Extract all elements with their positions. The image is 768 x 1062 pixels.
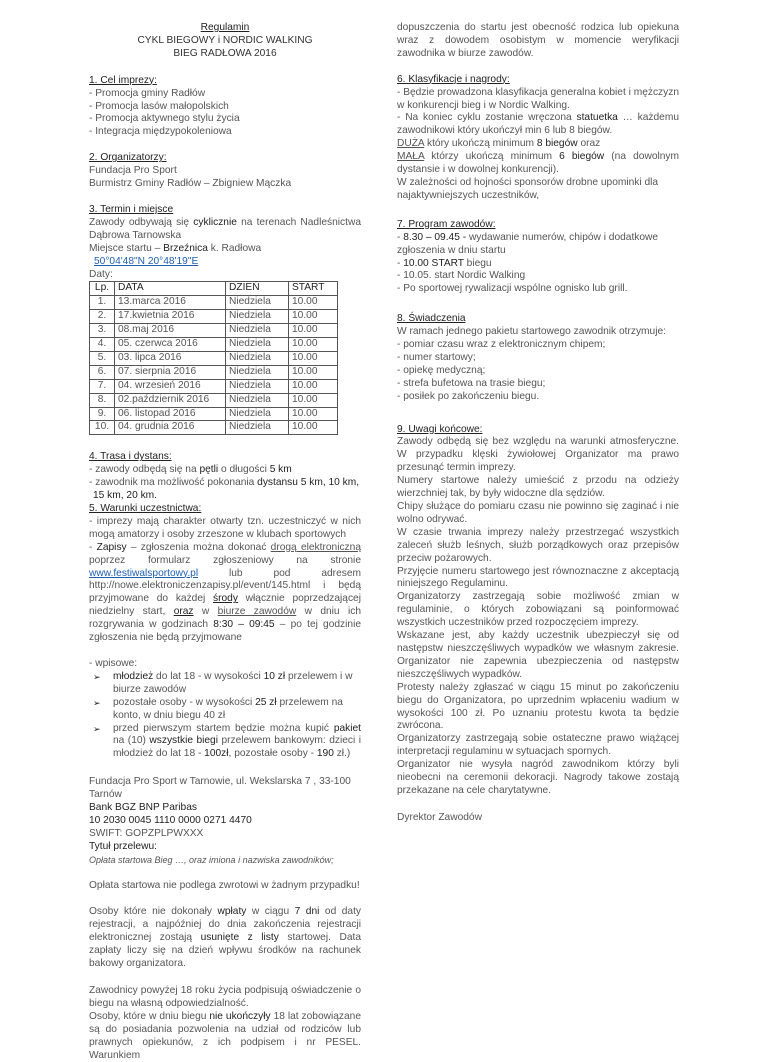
list-item: - Promocja gminy Radłów [89,87,206,99]
table-row [90,338,338,352]
schedule-text: Zawody odbywają się cyklicznie na terenach Nadleśnictwa Dąbrowa Tarnowska [89,216,362,241]
table-row [90,407,338,421]
list-item: - Promocja lasów małopolskich [89,100,229,112]
table-row [90,296,338,310]
table-cell: 07. sierpnia 2016 [115,365,226,379]
list-item: ➢ młodzież do lat 18 - w wysokości 10 zł przelewem i w biurze zawodów [93,670,353,695]
table-row [90,379,338,393]
table-cell: 10.00 [289,324,338,338]
table-cell: Niedziela [226,296,289,310]
account-number: 10 2030 0045 1110 0000 0271 4470 [89,814,252,826]
table-cell: 10.00 [289,379,338,393]
section-classifications: 6. Klasyfikacje i nagrody: - Będzie prowadzona klasyfikacja generalna kobiet i mężczyzn w konkurencji bieg i w Nordic Walking. - Na koniec cyklu zostanie wręczona statuetka … każdemu zawodnikowi który ukończył min 6 lub 8 biegów. DUŻA który ukończą minimum 8 biegów oraz MAŁA którzy ukończą minimum 6 biegów (na dowolnym dystansie i w dowolnej konkurencji). W zależności od hojności sponsorów drobne upominki dla najaktywniejszych uczestników, [397,73,679,201]
table-cell: Niedziela [226,365,289,379]
table-cell: 10.00 [289,296,338,310]
list-item: Fundacja Pro Sport [89,165,177,177]
table-cell: 06. listopad 2016 [115,407,226,421]
table-cell: 10.00 [289,407,338,421]
table-cell: 6. [90,365,115,379]
minor-note: Osoby, które w dniu biegu nie ukończyły 18 lat zobowiązane są do posiadania pozwolenia na udział od rodziców lub prawnych opiekunów, z ich podpisem i nr PESEL. Warunkiem [89,1010,361,1061]
arrow-bullet-icon: ➢ [93,723,101,734]
table-cell: 10.00 [289,351,338,365]
section-title: 5. Warunki uczestnictwa: [89,503,202,514]
header-subtitle: CYKL BIEGOWY i NORDIC WALKING [137,34,313,46]
registration-text: - Zapisy – zgłoszenia można dokonać drogą elektroniczną poprzez formularz zgłoszeniowy na stronie www.festiwalsportowy.pl lub pod adresem http://nowe.elektroniczenzapisy.pl/event/145.html i będą przyjmowane do każdej środy włącznie poprzedzającej niedzielny start, oraz w biurze zawodów w dniu ich rozgrywania w godzinach 8:30 – 09:45 – po tej godzinie zgłoszenia nie będą przyjmowane [89,541,361,644]
header-title: Regulamin [200,22,250,33]
parent-note: dopuszczenia do startu jest obecność rodzica lub opiekuna wraz z dowodem osobistym w momencie weryfikacji zawodnika w biurze zawodów. [397,22,679,59]
section-title: 9. Uwagi końcowe: [397,423,483,435]
left-column [89,22,361,1062]
dates-table [89,281,338,435]
section-organizers [89,152,361,191]
table-cell: 13.marca 2016 [115,296,226,310]
entry-fee: - wpisowe: ➢ młodzież do lat 18 - w wysokości 10 zł przelewem i w biurze zawodów ➢ pozostałe osoby - w wysokości 25 zł przelewem na konto, w dniu biegu 40 zł ➢ przed pierwszym startem będzie można kupić pakiet na (10) wszystkie biegi przelewem bankowym: dzieci i młodzież do lat 18 - 100zł, pozostałe osoby - 190 zł.) [89,657,361,760]
list-item: ➢ przed pierwszym startem będzie można kupić pakiet na (10) wszystkie biegi przelewem bankowym: dzieci i młodzież do lat 18 - 100zł, pozostałe osoby - 190 zł.) [93,722,361,760]
table-cell: 10.00 [289,310,338,324]
section-title: 2. Organizatorzy: [89,152,167,164]
table-cell: 17.kwietnia 2016 [115,310,226,324]
table-header: DZIEŃ [226,282,289,296]
table-cell: 10.00 [289,393,338,407]
table-cell: 10. [90,421,115,435]
table-cell: 7. [90,379,115,393]
table-header: START [289,282,338,296]
table-cell: Niedziela [226,393,289,407]
table-cell: Niedziela [226,351,289,365]
table-cell: 10.00 [289,365,338,379]
table-row [90,324,338,338]
table-header: Lp. [90,282,115,296]
table-cell: Niedziela [226,338,289,352]
section-schedule [89,204,361,435]
table-row [90,310,338,324]
table-header: DATA [115,282,226,296]
table-cell: 04. wrzesień 2016 [115,379,226,393]
table-cell: Niedziela [226,407,289,421]
list-item: - Integracja międzypokoleniowa [89,126,232,138]
table-row [90,421,338,435]
section-conditions: 5. Warunki uczestnictwa: - imprezy mają charakter otwarty tzn. uczestniczyć w nich mogą amatorzy i osoby zrzeszone w klubach sportowych - Zapisy – zgłoszenia można dokonać drogą elektroniczną poprzez formularz zgłoszeniowy na stronie www.festiwalsportowy.pl lub pod adresem http://nowe.elektroniczenzapisy.pl/event/145.html i będą przyjmowane do każdej środy włącznie poprzedzającej niedzielny start, oraz w biurze zawodów w dniu ich rozgrywania w godzinach 8:30 – 09:45 – po tej godzinie zgłoszenia nie będą przyjmowane [89,503,361,644]
table-cell: Niedziela [226,421,289,435]
arrow-bullet-icon: ➢ [93,671,101,682]
coordinates-link[interactable]: 50°04'48"N 20°48'19"E [94,255,199,267]
list-item: ➢ pozostałe osoby - w wysokości 25 zł przelewem na konto, w dniu biegu 40 zł [93,696,343,721]
arrow-bullet-icon: ➢ [93,697,101,708]
section-final-remarks: 9. Uwagi końcowe: Zawody odbędą się bez względu na warunki atmosferyczne. W przypadku klęski żywiołowej Organizator ma prawo przesunąć termin imprezy. Numery startowe należy umieścić z przodu na odzieży wierzchniej tak, by były widoczne dla sędziów. Chipy służące do pomiaru czasu nie powinno się zaginać i nie wolno odrywać. W czasie trwania imprezy należy przestrzegać wszystkich zaleceń służb leśnych, służb porządkowych oraz przepisów przeciw pożarowych. Przyjęcie numeru startowego jest równoznaczne z akceptacją niniejszego Regulaminu. Organizatorzy zastrzegają sobie możliwość zmian w regulaminie, o których zobowiązani są poinformować wszystkich uczestników przed rozpoczęciem imprezy. Wskazane jest, aby każdy uczestnik ubezpieczył się od następstw nieszczęśliwych wypadków we własnym zakresie. Organizator nie zapewnia ubezpieczenia od następstw nieszczęśliwych wypadków. Protesty należy zgłaszać w ciągu 15 minut po zakończeniu biegu do Organizatora, po uprzednim wpłaceniu wadium w wysokości 100 zł. Po uznaniu protestu kwota ta będzie zwrócona. Organizatorzy zastrzegają sobie ostateczne prawo wiążącej interpretacji regulaminu w sytuacjach spornych. Organizator nie wysyła nagród zawodnikom którzy byli nieobecni na ceremonii dekoracji. Nagrody takowe zostają przekazane na cele charytatywne. [397,423,679,796]
section-title: 1. Cel imprezy: [89,74,157,86]
header-event: BIEG RADŁOWA 2016 [173,47,277,59]
table-cell: 05. czerwca 2016 [115,338,226,352]
section-title: 3. Termin i miejsce [89,203,174,215]
table-cell: 3. [90,324,115,338]
section-title: 7. Program zawodów: [397,218,496,230]
table-cell: 8. [90,393,115,407]
table-cell: 5. [90,351,115,365]
section-title: 6. Klasyfikacje i nagrody: [397,73,510,85]
table-cell: 1. [90,296,115,310]
table-row [90,365,338,379]
table-cell: 08.maj 2016 [115,324,226,338]
table-cell: 4. [90,338,115,352]
table-cell: 10.00 [289,338,338,352]
table-cell: 2. [90,310,115,324]
section-goals [89,75,361,140]
dates-label: Daty: [89,268,113,280]
list-item: - Promocja aktywnego stylu życia [89,113,240,125]
section-route: 4. Trasa i dystans: - zawody odbędą się na pętli o długości 5 km - zawodnik ma możliwość pokonania dystansu 5 km, 10 km, 15 km, 20 km. [89,451,360,502]
table-cell: 10.00 [289,421,338,435]
table-cell: 04. grudnia 2016 [115,421,226,435]
table-row [90,393,338,407]
table-row [90,351,338,365]
table-cell: 03. lipca 2016 [115,351,226,365]
start-place: Miejsce startu – Brzeźnica k. Radłowa [89,242,262,254]
section-title: 4. Trasa i dystans: [89,451,172,463]
table-cell: 02.październik 2016 [115,393,226,407]
section-benefits: 8. Świadczenia W ramach jednego pakietu startowego zawodnik otrzymuje: - pomiar czasu wraz z elektronicznym chipem; - numer startowy; - opiekę medyczną; - strefa bufetowa na trasie biegu; - posiłek po zakończeniu biegu. [397,313,679,403]
right-column [397,22,679,825]
refund-note: Opłata startowa nie podlega zwrotowi w żadnym przypadku! [89,879,360,891]
table-cell: 9. [90,407,115,421]
website-link[interactable]: www.festiwalsportowy.pl [89,567,199,579]
table-cell: Niedziela [226,379,289,393]
adult-note: Zawodnicy powyżej 18 roku życia podpisują oświadczenie o biegu na własną odpowiedzialność. [89,985,361,1009]
signature-line: Dyrektor Zawodów [397,811,482,823]
section-program: 7. Program zawodów: - 8.30 – 09.45 - wydawanie numerów, chipów i dodatkowe zgłoszenia w dniu startu - 10.00 START biegu - 10.05. start Nordic Walking - Po sportowej rywalizacji wspólne ognisko lub grill. [397,219,679,296]
bank-details: Fundacja Pro Sport w Tarnowie, ul. Wekslarska 7 , 33-100 Tarnów Bank BGZ BNP Paribas 10 2030 0045 1110 0000 0271 4470 SWIFT: GOPZPLPWXXX Tytuł przelewu: Opłata startowa Bieg …, oraz imiona i nazwiska zawodników; [89,776,361,866]
table-cell: Niedziela [226,310,289,324]
late-payment-note: Osoby które nie dokonały wpłaty w ciągu 7 dni od daty rejestracji, a najpóźniej do dnia zakończenia rejestracji elektronicznej zostają usunięte z listy startowej. Data zapłaty liczy się na dzień wpływu środków na rachunek bakowy organizatora. [89,906,362,970]
section-title: 8. Świadczenia [397,313,466,325]
list-item: Burmistrz Gminy Radłów – Zbigniew Mączka [89,178,292,190]
table-cell: Niedziela [226,324,289,338]
document-header [89,22,361,61]
